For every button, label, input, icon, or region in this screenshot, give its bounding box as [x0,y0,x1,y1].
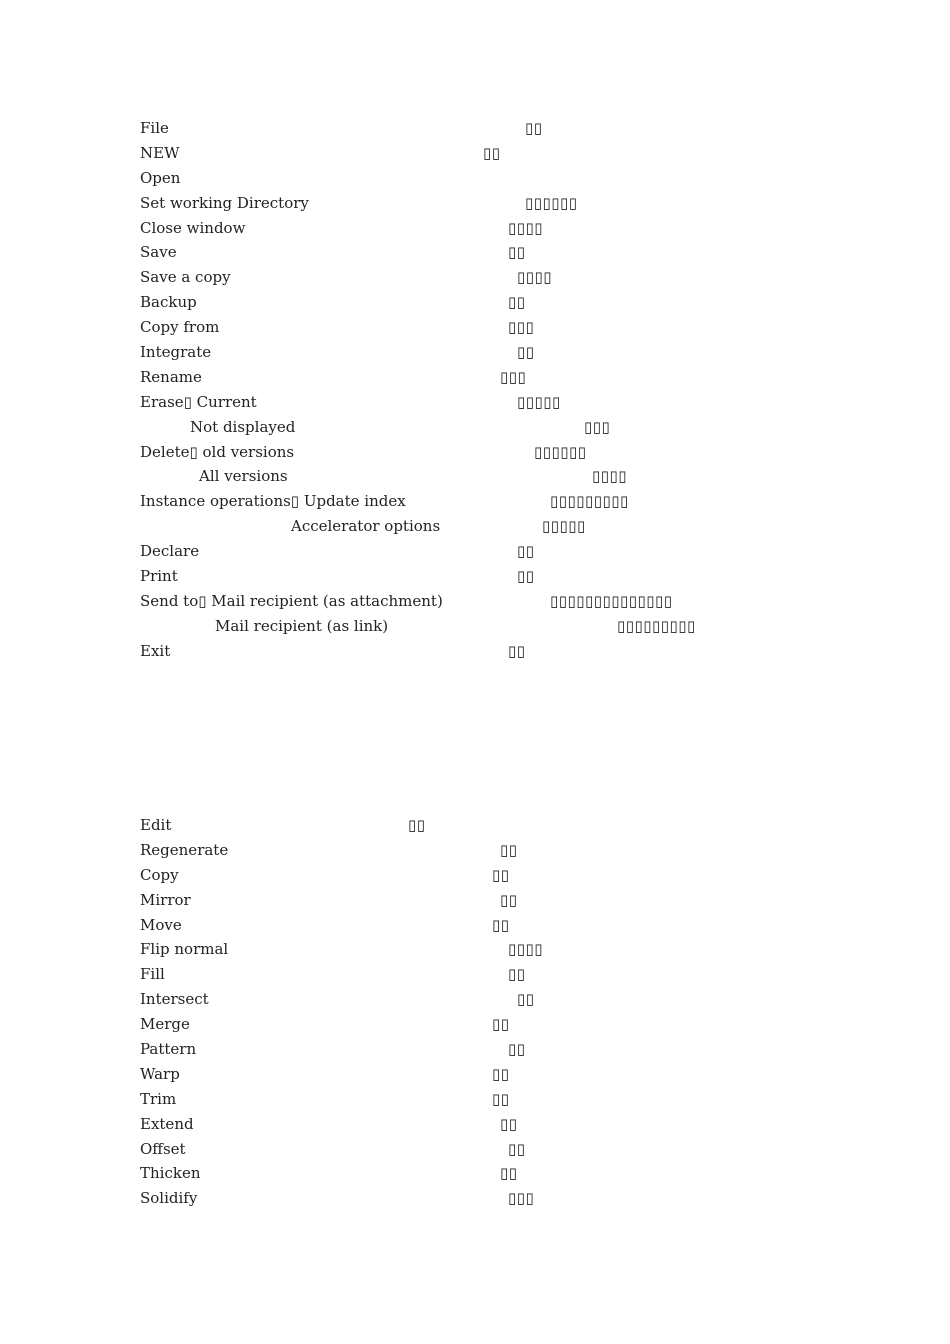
menu-term: Declare [140,542,200,561]
edit-menu-glossary [0,813,950,1211]
glossary-row [0,888,950,913]
menu-translation: ▯▯ [500,1164,518,1183]
menu-translation: ▯▯▯▯ [517,268,553,287]
glossary-row [0,315,950,340]
menu-term: Warp [140,1064,180,1083]
menu-translation: ▯▯ [517,990,535,1009]
menu-term: Copy [140,865,179,884]
menu-translation: ▯▯ [517,567,535,586]
menu-translation: ▯▯▯▯▯ [517,392,561,411]
menu-term: Save a copy [140,268,231,287]
menu-translation: ▯▯ [508,965,526,984]
glossary-row [0,340,950,365]
menu-translation: ▯▯▯▯▯ [542,517,586,536]
menu-term: Delete▯ old versions [140,442,295,461]
menu-term: Offset [140,1139,186,1158]
glossary-row [0,116,950,141]
glossary-row [0,390,950,415]
glossary-row [0,1062,950,1087]
glossary-row [0,440,950,465]
menu-term: Intersect [140,990,209,1009]
menu-translation: ▯▯ [492,915,510,934]
menu-translation: ▯▯ [492,865,510,884]
menu-translation: ▯▯ [500,840,518,859]
glossary-row [0,987,950,1012]
menu-term: Rename [140,367,202,386]
menu-term: Instance operations▯ Update index [140,492,406,511]
menu-term: Print [140,567,178,586]
glossary-row [0,962,950,987]
glossary-row [0,913,950,938]
menu-translation: ▯▯ [508,1040,526,1059]
glossary-row [0,1087,950,1112]
menu-term: Open [140,168,181,187]
glossary-row [0,216,950,241]
menu-term: File [140,119,169,137]
glossary-row [0,639,950,664]
menu-translation: ▯▯▯▯ [592,467,628,486]
menu-term: Pattern [140,1040,197,1059]
glossary-row [0,415,950,440]
glossary-row [0,240,950,265]
glossary-row [0,464,950,489]
menu-translation: ▯▯▯ [500,367,527,386]
glossary-row [0,1137,950,1162]
menu-translation: ▯▯▯ [508,1189,535,1208]
menu-translation: ▯▯▯▯▯▯▯▯▯ [617,616,696,635]
menu-term: Thicken [140,1164,201,1183]
menu-term: Edit [140,816,172,834]
glossary-row [0,1037,950,1062]
file-menu-glossary [0,116,950,664]
menu-term: Merge [140,1015,190,1034]
menu-term: Close window [140,218,246,237]
glossary-row [0,813,950,838]
glossary-row [0,1012,950,1037]
glossary-row [0,290,950,315]
menu-translation: ▯▯▯ [508,318,535,337]
menu-term: Integrate [140,343,212,362]
menu-translation: ▯▯ [492,1064,510,1083]
glossary-row [0,937,950,962]
menu-translation: ▯▯▯ [584,417,611,436]
menu-translation: ▯▯ [508,1139,526,1158]
menu-term: Set working Directory [140,193,309,212]
menu-term: Backup [140,293,197,312]
glossary-row [0,1186,950,1211]
glossary-row [0,514,950,539]
glossary-row [0,141,950,166]
menu-term: Exit [140,641,171,660]
glossary-row [0,614,950,639]
menu-term: Erase▯ Current [140,392,257,411]
glossary-row [0,838,950,863]
menu-term: All versions [199,467,288,486]
menu-translation: ▯▯ [483,143,501,162]
menu-translation: ▯▯ [500,1114,518,1133]
menu-term: Solidify [140,1189,198,1208]
menu-term: Save [140,243,177,262]
menu-term: Mirror [140,890,191,909]
menu-translation: ▯▯ [508,243,526,262]
menu-translation: ▯▯▯▯▯▯ [525,193,578,212]
glossary-row [0,365,950,390]
menu-term: NEW [140,143,180,162]
glossary-row [0,1161,950,1186]
glossary-row [0,265,950,290]
menu-translation: ▯▯ [492,1089,510,1108]
menu-translation: ▯▯ [525,119,543,137]
menu-term: Mail recipient (as link) [215,616,389,635]
menu-term: Copy from [140,318,220,337]
menu-term: Not displayed [190,417,296,436]
menu-term: Trim [140,1089,177,1108]
glossary-row [0,489,950,514]
menu-translation: ▯▯ [517,343,535,362]
menu-term: Send to▯ Mail recipient (as attachment) [140,591,443,610]
menu-term: Extend [140,1114,194,1133]
glossary-row [0,564,950,589]
menu-translation: ▯▯▯▯ [508,940,544,959]
glossary-row [0,1112,950,1137]
menu-translation: ▯▯▯▯▯▯▯▯▯▯▯▯▯▯ [550,591,673,610]
menu-translation: ▯▯ [517,542,535,561]
glossary-row [0,191,950,216]
menu-term: Move [140,915,182,934]
menu-term: Fill [140,965,165,984]
glossary-row [0,539,950,564]
glossary-row [0,166,950,191]
glossary-row [0,589,950,614]
menu-translation: ▯▯ [492,1015,510,1034]
menu-translation: ▯▯ [500,890,518,909]
menu-term: Accelerator options [291,517,441,536]
menu-term: Flip normal [140,940,229,959]
menu-translation: ▯▯▯▯▯▯ [534,442,587,461]
menu-translation: ▯▯▯▯ [508,218,544,237]
glossary-row [0,863,950,888]
menu-translation: ▯▯ [508,641,526,660]
menu-translation: ▯▯▯▯▯▯▯▯▯ [550,492,629,511]
menu-translation: ▯▯ [508,293,526,312]
menu-term: Regenerate [140,840,229,859]
menu-translation: ▯▯ [408,816,426,834]
